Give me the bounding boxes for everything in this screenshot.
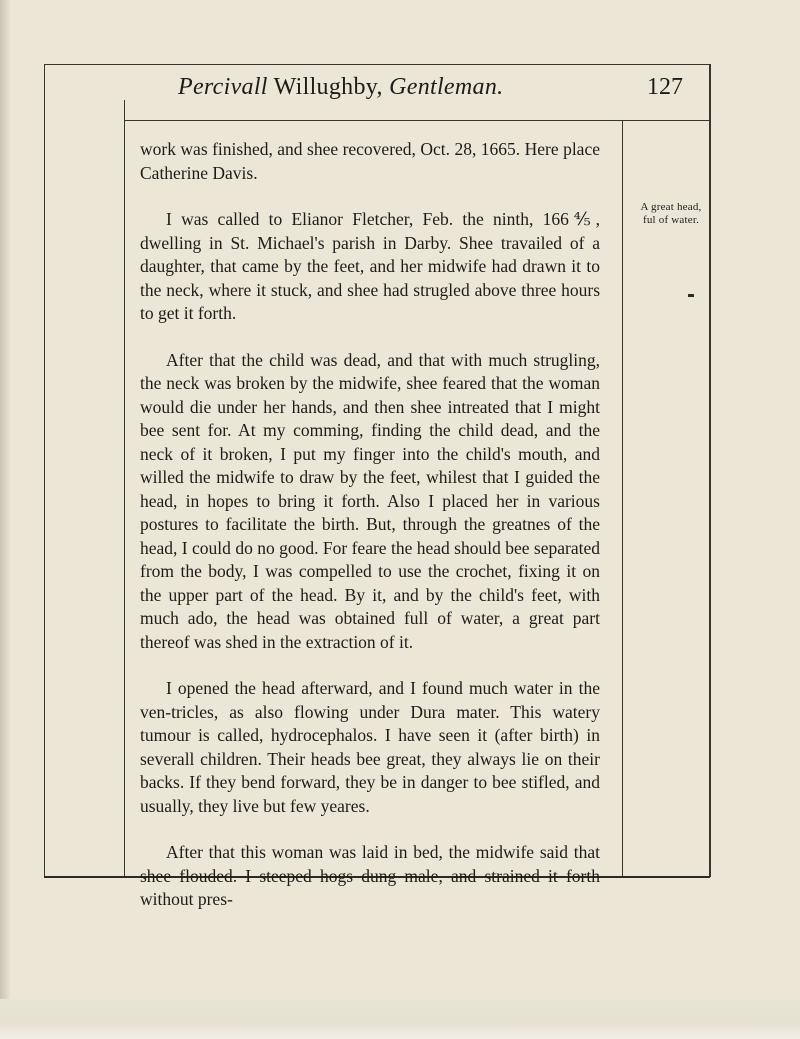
body-text: [140, 138, 600, 935]
paragraph-5: After that this woman was laid in bed, the midwife said that shee flouded. I steeped hogs dung male, and strained it forth without pres-: [140, 842, 600, 909]
page-number: 127: [647, 74, 683, 100]
running-head: [178, 74, 503, 101]
paragraph-2: I was called to Elianor Fletcher, Feb. the ninth, 166⅘, dwelling in St. Michael's parish in Darby. Shee travailed of a daughter, that came by the feet, and her midwife had drawn it to the neck, where it stuck, and shee had strugled above three hours to get it forth.: [140, 209, 600, 323]
running-head-surname: Willughby,: [273, 74, 383, 100]
paragraph-1: work was finished, and shee recovered, Oct. 28, 1665. Here place Catherine Davis.: [140, 139, 600, 183]
paragraph-4: I opened the head afterward, and I found much water in the ven-tricles, as also flowing under Dura mater. This watery tumour is called, hydrocephalos. I have seen it (after birth) in severall children. Their heads bee great, they always lie on their backs. If they bend forward, they be in danger to bee stifled, and usually, they live but few yeares.: [140, 678, 600, 816]
scan-bottom-shadow: [0, 999, 800, 1039]
text-column-left-rule: [124, 100, 125, 878]
ink-mark: [688, 294, 694, 297]
margin-note: A great head, ful of water.: [640, 201, 702, 226]
paragraph-3: After that the child was dead, and that with much strugling, the neck was broken by the midwife, shee feared that the woman would die under her hands, and then shee intreated that I might bee sent for. At my comming, finding the child dead, and the neck of it broken, I put my finger into the child's mouth, and willed the midwife to draw by the feet, whilest that I guided the head, in hopes to bring it forth. Also I placed her in various postures to facilitate the birth. But, through the greatnes of the head, I could do no good. For feare the head should bee separated from the body, I was compelled to use the crochet, fixing it on the upper part of the head. By it, and by the child's feet, with much ado, the head was obtained full of water, a great part thereof was shed in the extraction of it.: [140, 349, 600, 652]
margin-column-rule: [622, 120, 623, 878]
running-head-title: Gentleman.: [389, 74, 504, 100]
running-head-name: Percivall: [178, 74, 268, 100]
scan-edge-shadow: [0, 0, 10, 1039]
